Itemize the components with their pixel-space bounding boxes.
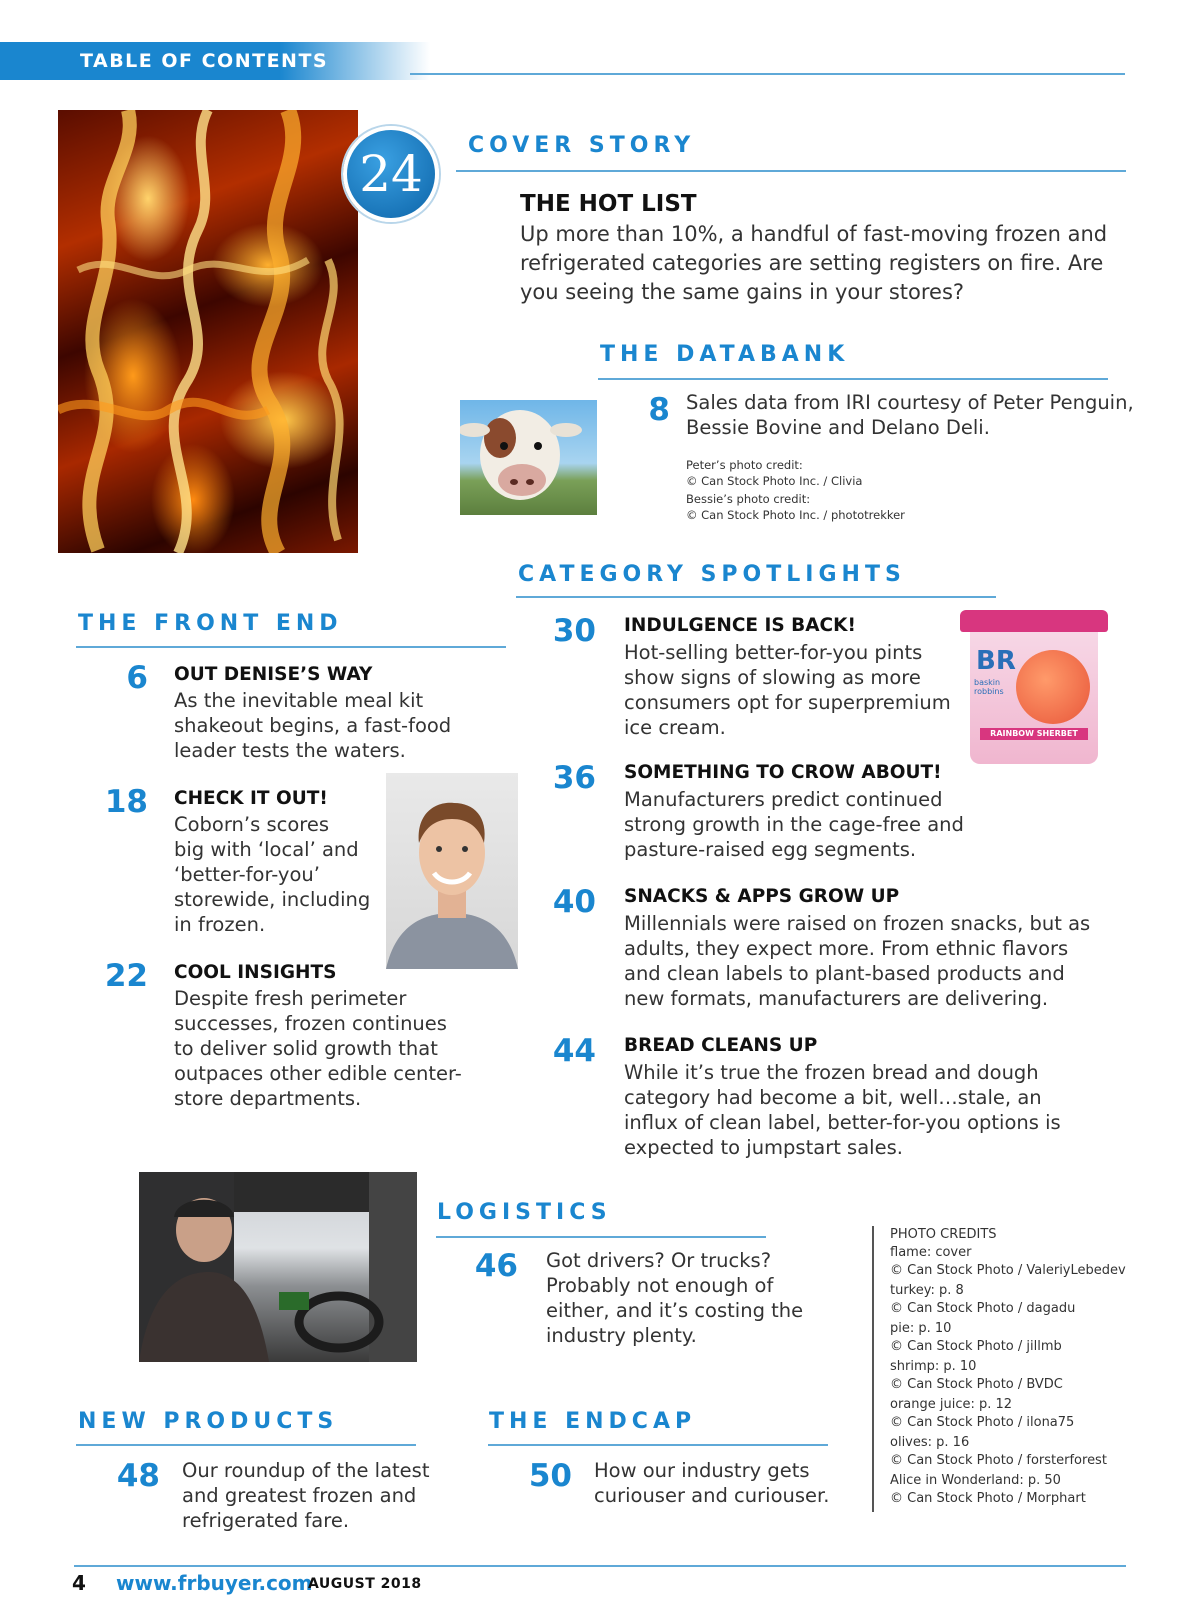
logistics-rule (436, 1236, 766, 1238)
front-end-item-description (174, 688, 451, 763)
text-line: Hot-selling better-for-you pints (624, 641, 923, 664)
ice-cream-pint-image (958, 610, 1110, 770)
credit-line: © Can Stock Photo / BVDC (890, 1377, 1063, 1392)
front-end-item-title: COOL INSIGHTS (174, 962, 337, 983)
text-line: outpaces other edible center- (174, 1062, 462, 1085)
text-line: strong growth in the cage-free and (624, 813, 964, 836)
credit-line: flame: cover (890, 1245, 972, 1260)
spotlight-item-number: 44 (552, 1033, 596, 1069)
cover-story-heading: COVER STORY (468, 133, 696, 158)
credit-line: © Can Stock Photo / ValeriyLebedev (890, 1263, 1126, 1278)
spotlight-item-title: SOMETHING TO CROW ABOUT! (624, 762, 942, 783)
text-line: successes, frozen continues (174, 1012, 447, 1035)
pint-flavor-label: RAINBOW SHERBET (980, 728, 1088, 740)
logistics-description (546, 1248, 803, 1348)
spotlight-item-description (624, 1060, 1061, 1160)
text-line: and greatest frozen and (182, 1484, 417, 1507)
pint-lid (960, 610, 1108, 632)
issue-date: AUGUST 2018 (308, 1576, 422, 1592)
spotlight-item-number: 30 (552, 613, 596, 649)
new-products-heading: NEW PRODUCTS (78, 1409, 339, 1434)
banner-label: TABLE OF CONTENTS (80, 50, 329, 72)
spotlight-item-description (624, 787, 964, 862)
new-products-rule (76, 1444, 416, 1446)
spotlight-item-title: SNACKS & APPS GROW UP (624, 886, 900, 907)
databank-description (686, 390, 1134, 440)
text-line: Probably not enough of (546, 1274, 774, 1297)
credits-divider (872, 1226, 874, 1512)
text-line: leader tests the waters. (174, 739, 406, 762)
text-line: Bessie Bovine and Delano Deli. (686, 416, 990, 439)
website-link[interactable]: www.frbuyer.com (116, 1571, 313, 1595)
cover-story-rule (456, 170, 1126, 172)
front-end-item-number: 22 (104, 958, 148, 994)
new-products-description (182, 1458, 429, 1533)
databank-photo-credits (686, 457, 905, 523)
endcap-page-number: 50 (528, 1458, 572, 1494)
cover-story-description (520, 220, 1107, 307)
text-line: consumers opt for superpremium (624, 691, 951, 714)
text-line: Despite fresh perimeter (174, 987, 407, 1010)
text-line: store departments. (174, 1087, 362, 1110)
spotlight-item-description (624, 640, 951, 740)
text-line: Millennials were raised on frozen snacks, but as (624, 912, 1091, 935)
front-end-item-description (174, 986, 462, 1111)
text-line: shakeout begins, a fast-food (174, 714, 452, 737)
credit-line: turkey: p. 8 (890, 1283, 964, 1298)
footer-rule (74, 1565, 1126, 1567)
sherbet-scoop (1016, 650, 1090, 724)
logistics-heading: LOGISTICS (437, 1200, 612, 1225)
text-line: influx of clean label, better-for-you options is (624, 1111, 1061, 1134)
text-line: in frozen. (174, 913, 266, 936)
spotlight-item-title: INDULGENCE IS BACK! (624, 615, 856, 636)
credit-line: PHOTO CREDITS (890, 1227, 997, 1242)
flame-image (58, 110, 358, 553)
front-end-rule (76, 646, 506, 648)
spotlight-item-number: 36 (552, 760, 596, 796)
credit-line: © Can Stock Photo / ilona75 (890, 1415, 1075, 1430)
credit-line: © Can Stock Photo / dagadu (890, 1301, 1076, 1316)
text-line: refrigerated fare. (182, 1509, 350, 1532)
text-line: and clean labels to plant-based products and (624, 962, 1065, 985)
credit-line: © Can Stock Photo Inc. / Clivia (686, 474, 863, 488)
section-banner (0, 42, 430, 80)
category-spotlights-heading: CATEGORY SPOTLIGHTS (518, 562, 906, 587)
cow-photo (460, 400, 597, 515)
credit-line: © Can Stock Photo / Morphart (890, 1491, 1086, 1506)
logistics-page-number: 46 (474, 1248, 518, 1284)
text-line: As the inevitable meal kit (174, 689, 424, 712)
credit-line: Peter’s photo credit: (686, 458, 803, 472)
credit-line: shrimp: p. 10 (890, 1359, 977, 1374)
endcap-rule (488, 1444, 828, 1446)
new-products-page-number: 48 (116, 1458, 160, 1494)
databank-heading: THE DATABANK (600, 342, 850, 367)
front-end-item-description (174, 812, 370, 937)
credit-line: orange juice: p. 12 (890, 1397, 1013, 1412)
page-number: 4 (72, 1571, 86, 1595)
text-line: adults, they expect more. From ethnic flavors (624, 937, 1069, 960)
front-end-item-number: 6 (126, 660, 148, 696)
text-line: refrigerated categories are setting registers on fire. Are (520, 251, 1104, 275)
text-line: ice cream. (624, 716, 726, 739)
text-line: Coborn’s scores (174, 813, 330, 836)
credit-line: Bessie’s photo credit: (686, 492, 811, 506)
truck-driver-graphic (139, 1172, 417, 1362)
text-line: Our roundup of the latest (182, 1459, 430, 1482)
text-line: new formats, manufacturers are delivering. (624, 987, 1049, 1010)
text-line: pasture-raised egg segments. (624, 838, 917, 861)
text-line: category had become a bit, well…stale, an (624, 1086, 1042, 1109)
cover-page-badge: 24 (343, 126, 439, 222)
front-end-item-number: 18 (104, 784, 148, 820)
spotlight-item-title: BREAD CLEANS UP (624, 1035, 818, 1056)
credit-line: © Can Stock Photo Inc. / phototrekker (686, 508, 905, 522)
text-line: Sales data from IRI courtesy of Peter Penguin, (686, 391, 1134, 414)
credit-line: pie: p. 10 (890, 1321, 952, 1336)
header-rule (410, 73, 1125, 75)
endcap-heading: THE ENDCAP (489, 1409, 697, 1434)
flame-graphic (58, 110, 358, 553)
text-line: Manufacturers predict continued (624, 788, 943, 811)
text-line: expected to jumpstart sales. (624, 1136, 903, 1159)
front-end-item-title: CHECK IT OUT! (174, 788, 328, 809)
portrait-photo (386, 773, 518, 969)
photo-credits-list (890, 1226, 1126, 1508)
endcap-description (594, 1458, 829, 1508)
databank-page-number: 8 (648, 392, 670, 428)
pint-brand-logo: BR (976, 646, 1016, 676)
pint-brand-name: baskin robbins (974, 678, 1004, 696)
databank-rule (598, 378, 1108, 380)
text-line: industry plenty. (546, 1324, 697, 1347)
credit-line: © Can Stock Photo / jillmb (890, 1339, 1062, 1354)
truck-driver-photo (139, 1172, 417, 1362)
front-end-item-title: OUT DENISE’S WAY (174, 664, 373, 685)
spotlight-item-description (624, 911, 1090, 1011)
text-line: big with ‘local’ and (174, 838, 359, 861)
text-line: you seeing the same gains in your stores? (520, 280, 965, 304)
text-line: curiouser and curiouser. (594, 1484, 830, 1507)
text-line: to deliver solid growth that (174, 1037, 438, 1060)
credit-line: Alice in Wonderland: p. 50 (890, 1473, 1061, 1488)
category-spotlights-rule (516, 596, 996, 598)
text-line: show signs of slowing as more (624, 666, 921, 689)
spotlight-item-number: 40 (552, 884, 596, 920)
text-line: While it’s true the frozen bread and dough (624, 1061, 1039, 1084)
credit-line: olives: p. 16 (890, 1435, 970, 1450)
credit-line: © Can Stock Photo / forsterforest (890, 1453, 1107, 1468)
cow-graphic (460, 400, 597, 515)
text-line: ‘better-for-you’ (174, 863, 320, 886)
text-line: Got drivers? Or trucks? (546, 1249, 772, 1272)
text-line: Up more than 10%, a handful of fast-moving frozen and (520, 222, 1108, 246)
text-line: storewide, including (174, 888, 371, 911)
text-line: How our industry gets (594, 1459, 810, 1482)
cover-story-title: THE HOT LIST (520, 191, 697, 217)
front-end-heading: THE FRONT END (78, 611, 343, 636)
portrait-graphic (386, 773, 518, 969)
text-line: either, and it’s costing the (546, 1299, 804, 1322)
